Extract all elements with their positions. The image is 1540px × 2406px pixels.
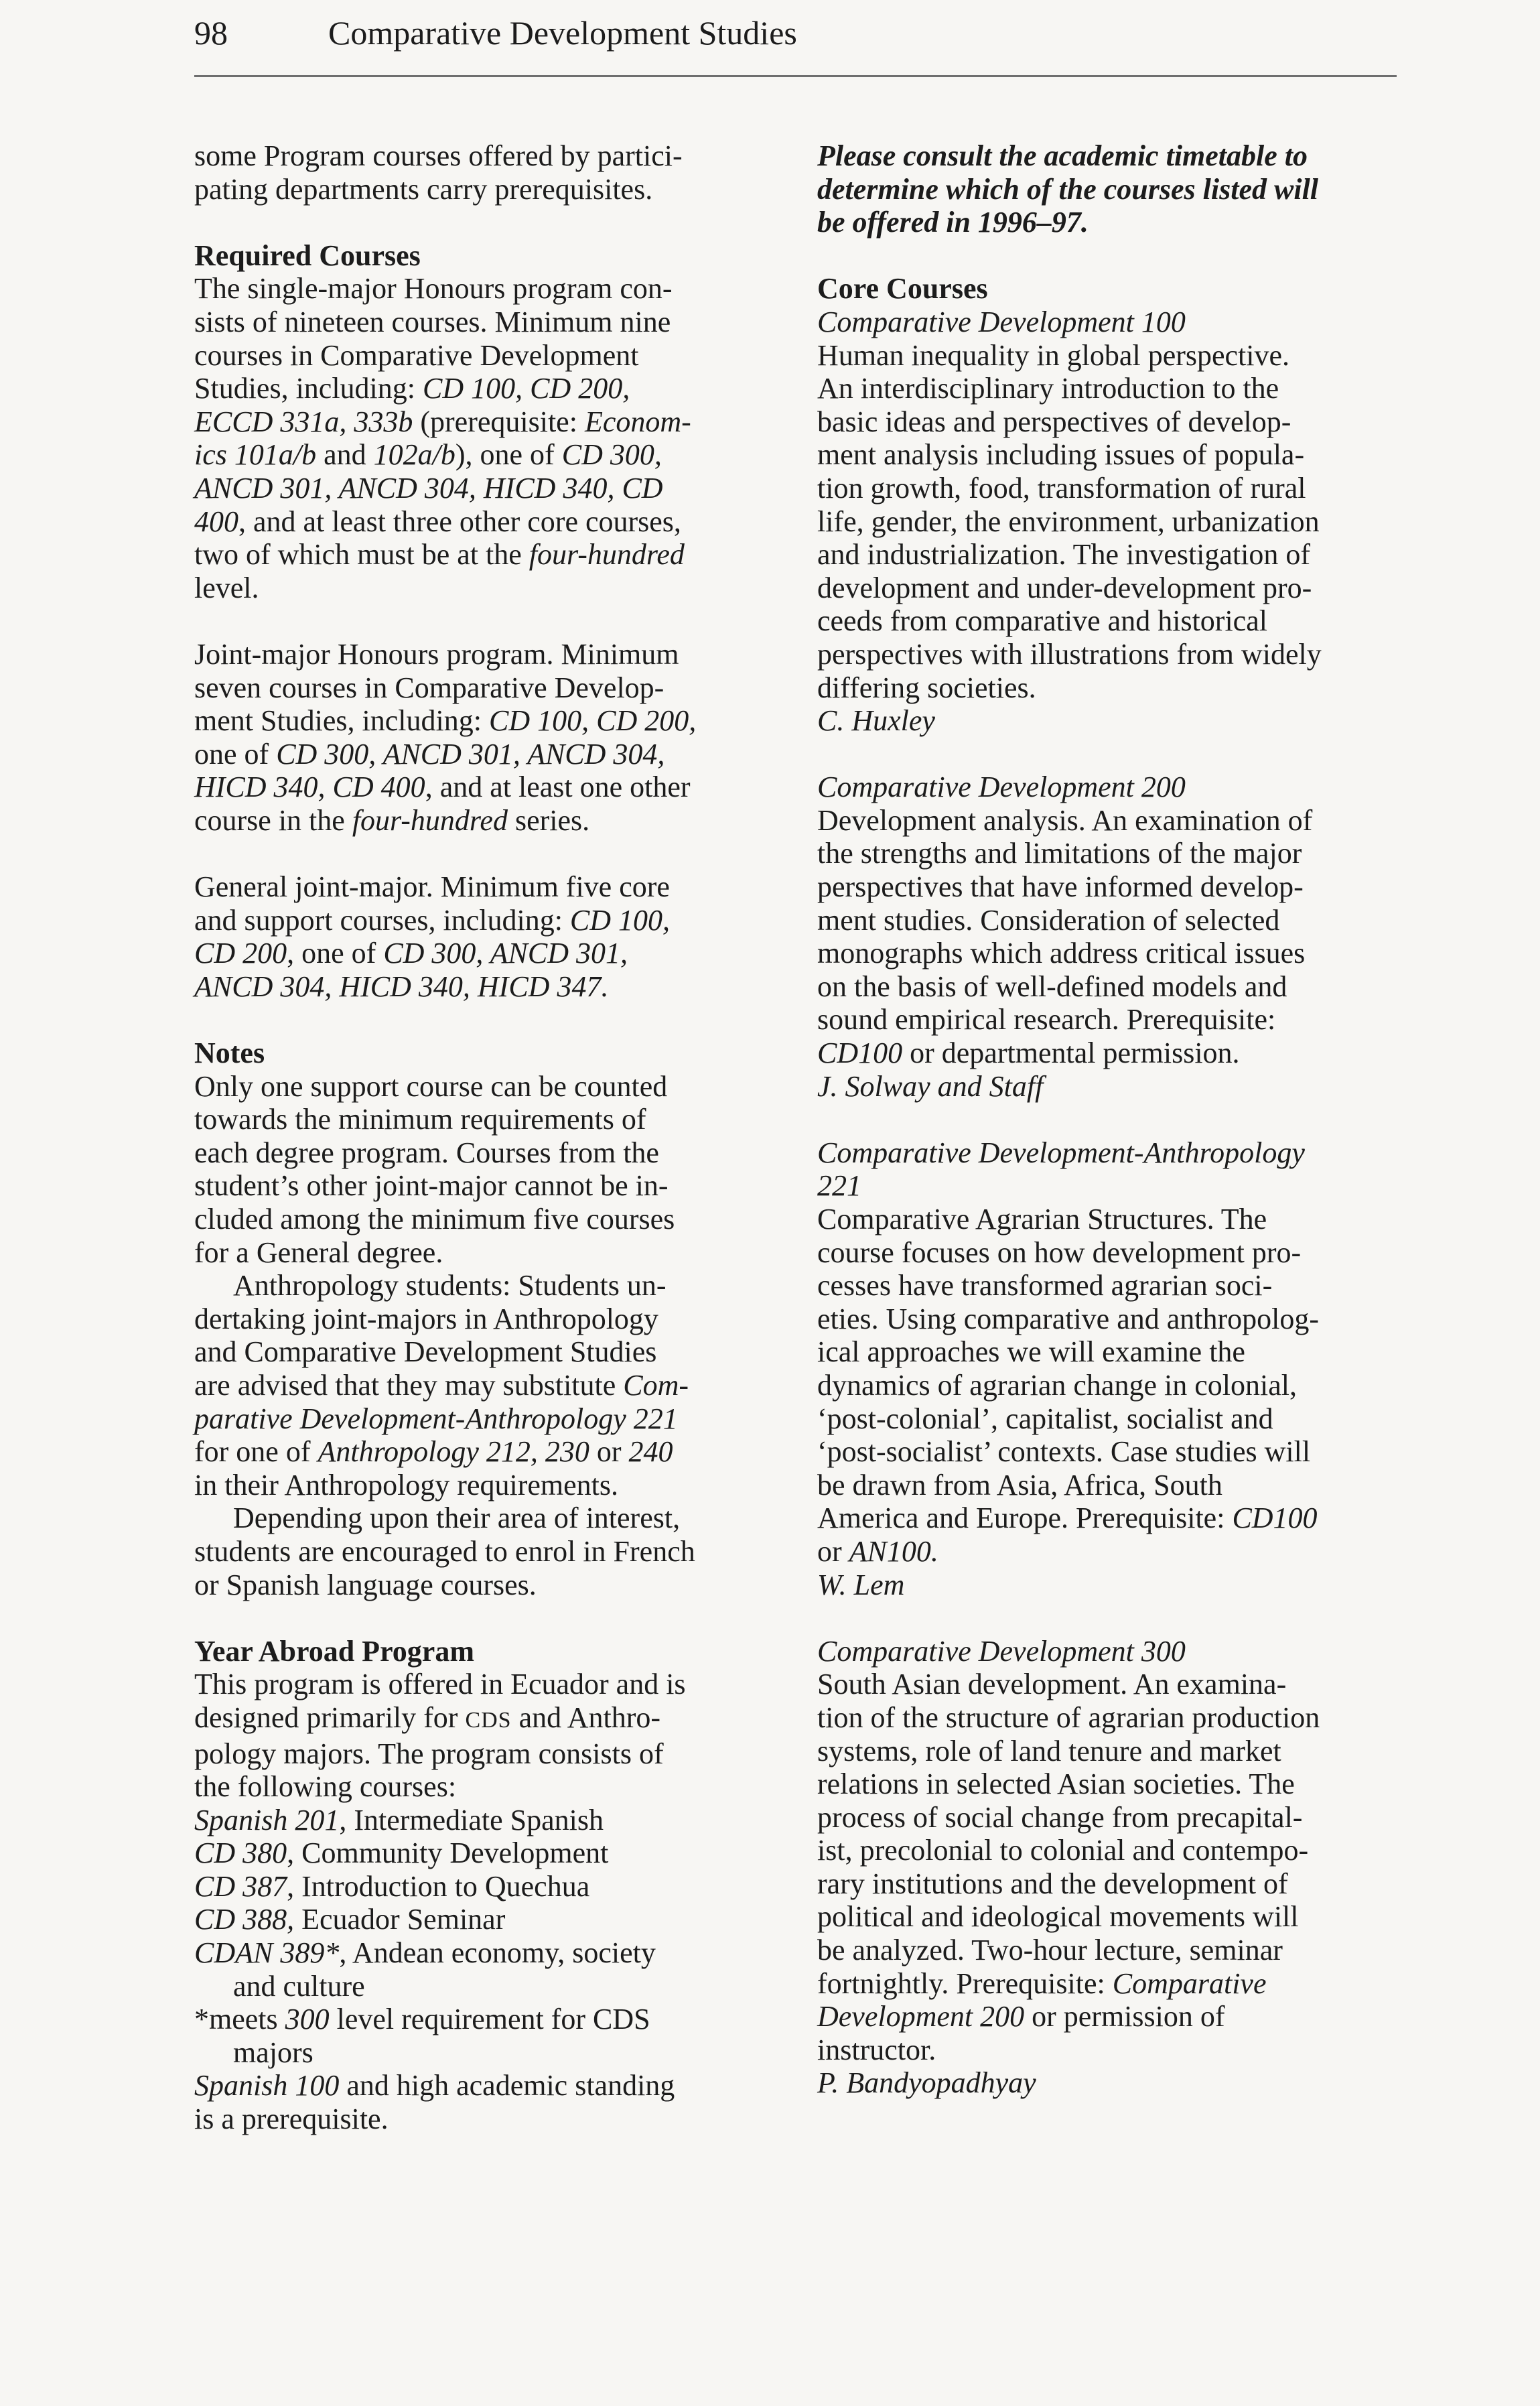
text-line: CD100 or departmental permission.	[817, 1037, 1240, 1070]
text-line: life, gender, the environment, urbanization	[817, 505, 1320, 538]
text-line: differing societies.	[817, 671, 1036, 704]
timetable-notice	[817, 139, 1393, 239]
text-line: in their Anthropology requirements.	[194, 1468, 618, 1501]
text-line: parative Development-Anthropology 221	[194, 1402, 678, 1435]
text-line: ist, precolonial to colonial and contempo-	[817, 1834, 1309, 1867]
text-line: cluded among the minimum five courses	[194, 1203, 675, 1235]
text-line: course focuses on how development pro-	[817, 1235, 1302, 1269]
text-line: and support courses, including: CD 100,	[194, 903, 671, 937]
text-line: America and Europe. Prerequisite: CD100	[817, 1501, 1318, 1535]
page-header	[194, 7, 1400, 70]
text-line: be offered in 1996–97.	[817, 206, 1089, 239]
text-line: tion growth, food, transformation of rural	[817, 471, 1306, 505]
text-line: ics 101a/b and 102a/b), one of CD 300,	[194, 438, 662, 472]
text-line: An interdisciplinary introduction to the	[817, 372, 1279, 405]
text-line: pating departments carry prerequisites.	[194, 172, 653, 206]
year-abroad-paragraph	[194, 1668, 770, 1803]
text-line: monographs which address critical issues	[817, 937, 1306, 970]
text-line: for a General degree.	[194, 1235, 443, 1269]
core-courses-heading: Core Courses	[817, 272, 988, 306]
text-line: seven courses in Comparative Develop-	[194, 671, 664, 704]
text-line: and industrialization. The investigation of	[817, 538, 1311, 572]
list-item-continuation: and culture	[233, 1969, 365, 2003]
joint-major-paragraph	[194, 638, 770, 838]
text-line: perspectives with illustrations from widely	[817, 637, 1322, 671]
text-line: ment analysis including issues of popula-	[817, 438, 1305, 472]
course-cdan221	[817, 1136, 1393, 1601]
list-item: Spanish 201, Intermediate Spanish	[194, 1803, 604, 1836]
list-item: CD 380, Community Development	[194, 1836, 609, 1870]
course-title: Comparative Development 200	[817, 771, 1186, 804]
footnote-continuation: majors	[233, 2035, 313, 2069]
text-line: each degree program. Courses from the	[194, 1136, 659, 1169]
text-line: or AN100.	[817, 1534, 938, 1568]
text-line: 400, and at least three other core courses,	[194, 505, 681, 538]
text-line: HICD 340, CD 400, and at least one other	[194, 771, 691, 804]
running-title: Comparative Development Studies	[328, 14, 797, 52]
page-number: 98	[194, 14, 228, 52]
course-instructor: J. Solway and Staff	[817, 1069, 1044, 1103]
text-line: ical approaches we will examine the	[817, 1335, 1245, 1369]
text-line: Development 200 or permission of	[817, 2000, 1225, 2033]
list-item: CD 388, Ecuador Seminar	[194, 1903, 506, 1936]
text-line: South Asian development. An examina-	[817, 1668, 1287, 1701]
text-line: Comparative Agrarian Structures. The	[817, 1203, 1267, 1235]
intro-paragraph	[194, 139, 770, 206]
course-instructor: W. Lem	[817, 1568, 905, 1601]
list-item: CD 387, Introduction to Quechua	[194, 1869, 590, 1903]
text-line: Studies, including: CD 100, CD 200,	[194, 372, 630, 405]
text-line: ANCD 301, ANCD 304, HICD 340, CD	[194, 471, 663, 505]
text-line: one of CD 300, ANCD 301, ANCD 304,	[194, 737, 665, 771]
text-line: student’s other joint-major cannot be in-	[194, 1169, 669, 1203]
text-line: ceeds from comparative and historical	[817, 604, 1267, 638]
header-rule	[194, 75, 1397, 77]
course-cd300	[817, 1635, 1393, 2100]
text-line: two of which must be at the four-hundred	[194, 538, 685, 572]
text-line: is a prerequisite.	[194, 2102, 389, 2136]
text-line: fortnightly. Prerequisite: Comparative	[817, 1966, 1267, 2000]
text-line: ‘post-socialist’ contexts. Case studies will	[817, 1435, 1311, 1469]
notes-paragraph	[194, 1070, 770, 1602]
notes-heading: Notes	[194, 1037, 265, 1070]
text-line: the following courses:	[194, 1770, 457, 1804]
text-line: courses in Comparative Development	[194, 338, 639, 372]
text-line: ment studies. Consideration of selected	[817, 903, 1280, 937]
text-line: sound empirical research. Prerequisite:	[817, 1003, 1276, 1037]
text-line: development and under-development pro-	[817, 571, 1312, 604]
text-line: perspectives that have informed develop-	[817, 870, 1304, 904]
text-line: cesses have transformed agrarian soci-	[817, 1269, 1273, 1302]
general-joint-major-paragraph	[194, 870, 770, 1003]
text-line: This program is offered in Ecuador and is	[194, 1668, 686, 1701]
text-line: Depending upon their area of interest,	[233, 1501, 681, 1535]
text-line: political and ideological movements will	[817, 1900, 1299, 1934]
text-line: Development analysis. An examination of	[817, 803, 1313, 837]
text-line: instructor.	[817, 2033, 936, 2066]
right-column	[817, 139, 1393, 2100]
list-item: CDAN 389*, Andean economy, society	[194, 1936, 656, 1970]
text-line: determine which of the courses listed will	[817, 172, 1319, 206]
text-line: and Comparative Development Studies	[194, 1335, 657, 1369]
text-line: basic ideas and perspectives of develop-	[817, 405, 1291, 438]
text-line: students are encouraged to enrol in French	[194, 1534, 695, 1568]
text-line: designed primarily for CDS and Anthro-	[194, 1700, 660, 1734]
single-major-paragraph	[194, 272, 770, 604]
text-line: tion of the structure of agrarian production	[817, 1700, 1320, 1734]
text-line: or Spanish language courses.	[194, 1568, 537, 1601]
text-line: dynamics of agrarian change in colonial,	[817, 1368, 1297, 1402]
text-line: ECCD 331a, 333b (prerequisite: Econom-	[194, 405, 691, 438]
course-cd200	[817, 771, 1393, 1103]
text-line: sists of nineteen courses. Minimum nine	[194, 305, 671, 338]
text-line: rary institutions and the development of	[817, 1867, 1288, 1900]
text-line: Joint-major Honours program. Minimum	[194, 637, 679, 671]
year-abroad-heading: Year Abroad Program	[194, 1634, 474, 1668]
text-line: systems, role of land tenure and market	[817, 1734, 1281, 1767]
text-line: course in the four-hundred series.	[194, 803, 590, 837]
course-title: Comparative Development-Anthropology	[817, 1136, 1305, 1169]
text-line: towards the minimum requirements of	[194, 1103, 646, 1136]
text-line: on the basis of well-defined models and	[817, 970, 1287, 1003]
text-line: level.	[194, 571, 259, 604]
text-line: CD 200, one of CD 300, ANCD 301,	[194, 937, 628, 970]
text-line: some Program courses offered by partici-	[194, 139, 683, 172]
text-line: Spanish 100 and high academic standing	[194, 2069, 675, 2102]
text-line: Anthropology students: Students un-	[233, 1269, 667, 1302]
text-line: ment Studies, including: CD 100, CD 200,	[194, 704, 697, 738]
text-line: General joint-major. Minimum five core	[194, 870, 670, 904]
text-line: Human inequality in global perspective.	[817, 338, 1290, 372]
course-instructor: P. Bandyopadhyay	[817, 2066, 1036, 2100]
text-line: pology majors. The program consists of	[194, 1737, 664, 1770]
text-line: process of social change from precapital-	[817, 1800, 1303, 1834]
text-line: ‘post-colonial’, capitalist, socialist and	[817, 1402, 1273, 1435]
course-title: Comparative Development 300	[817, 1634, 1186, 1668]
text-line: be analyzed. Two-hour lecture, seminar	[817, 1934, 1283, 1967]
text-line: Please consult the academic timetable to	[817, 139, 1308, 172]
text-line: Only one support course can be counted	[194, 1069, 668, 1103]
left-column	[194, 139, 770, 2136]
text-line: are advised that they may substitute Com-	[194, 1368, 689, 1402]
course-title: Comparative Development 100	[817, 305, 1186, 338]
text-line: for one of Anthropology 212, 230 or 240	[194, 1435, 673, 1469]
text-line: The single-major Honours program con-	[194, 272, 673, 306]
required-courses-heading: Required Courses	[194, 239, 421, 272]
course-cd100	[817, 306, 1393, 738]
text-line: relations in selected Asian societies. The	[817, 1767, 1295, 1801]
text-line: dertaking joint-majors in Anthropology	[194, 1302, 658, 1335]
year-abroad-course-list	[194, 1804, 770, 2136]
footnote-line: *meets 300 level requirement for CDS	[194, 2003, 650, 2036]
text-line: ANCD 304, HICD 340, HICD 347.	[194, 970, 609, 1003]
text-line: be drawn from Asia, Africa, South	[817, 1468, 1222, 1501]
text-line: eties. Using comparative and anthropolog-	[817, 1302, 1320, 1335]
course-instructor: C. Huxley	[817, 704, 935, 738]
text-line: the strengths and limitations of the major	[817, 837, 1302, 870]
course-title-continuation: 221	[817, 1169, 861, 1203]
